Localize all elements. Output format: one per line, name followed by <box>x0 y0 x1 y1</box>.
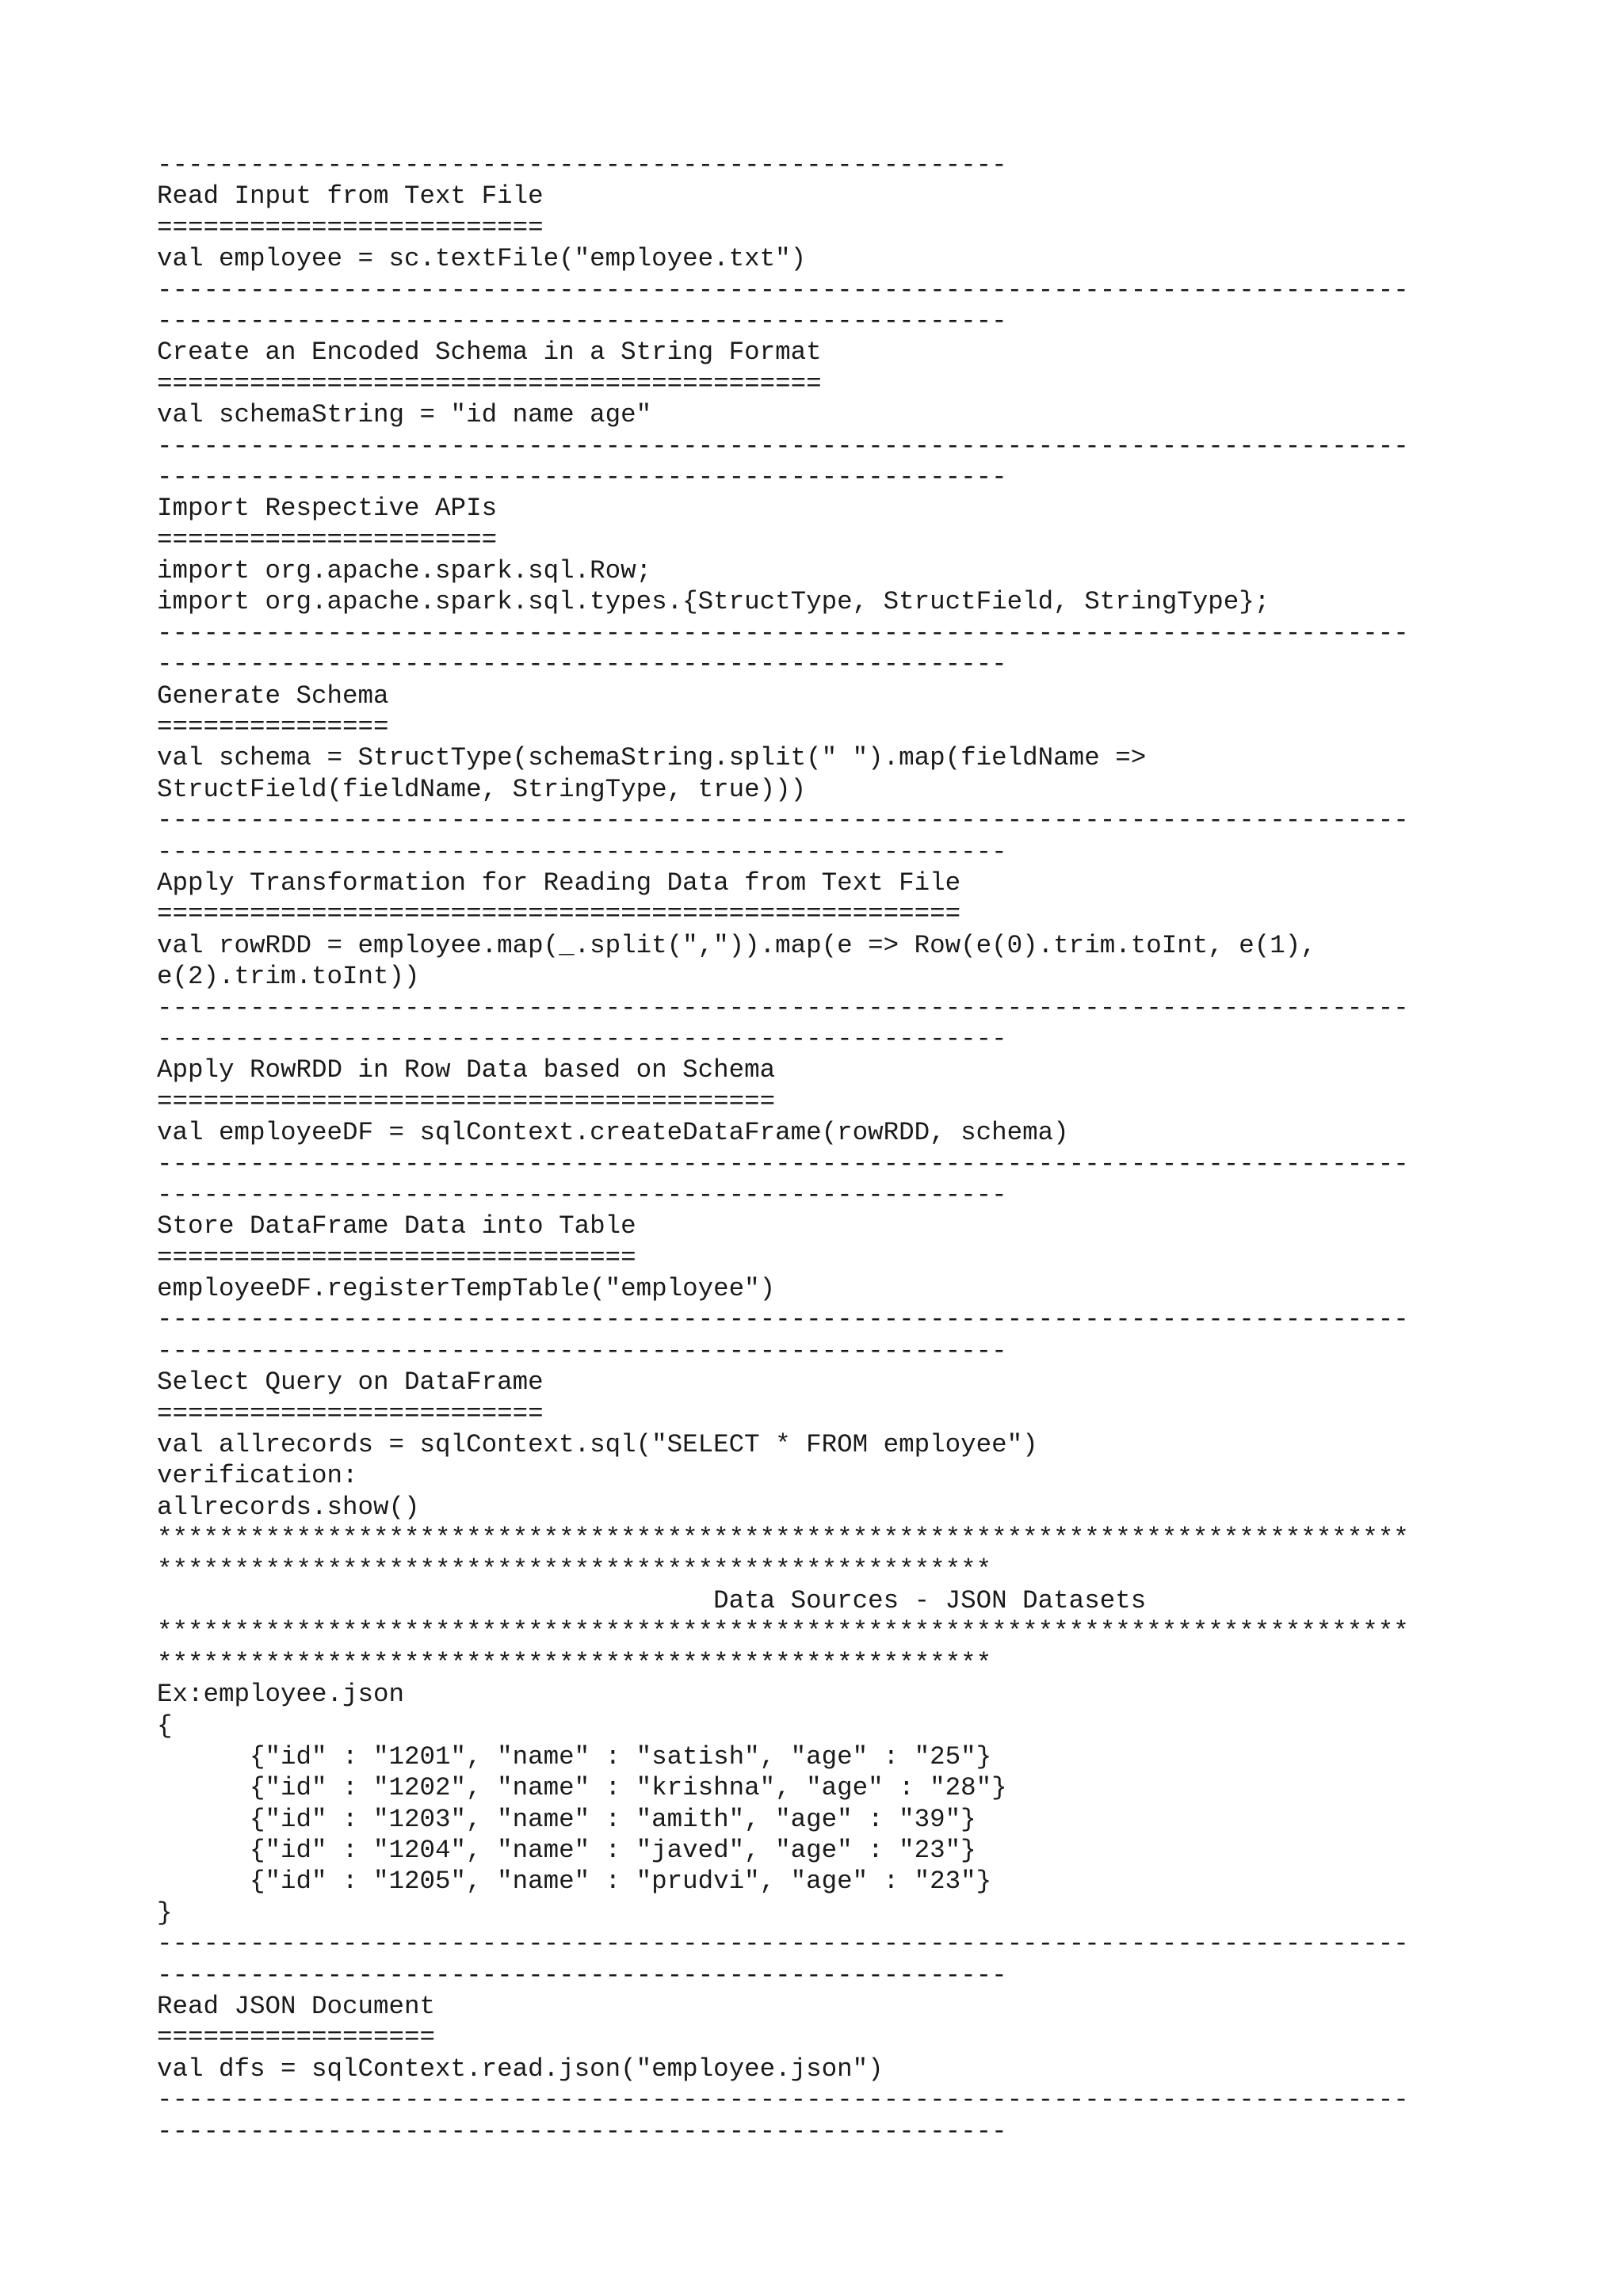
heading-line: Create an Encoded Schema in a String Format <box>157 338 822 368</box>
code-line: val schema = StructType(schemaString.split(" ").map(fieldName => <box>157 743 1147 773</box>
divider-line: ------------------------------------------------------- <box>157 650 1007 680</box>
stars-line: ****************************************************** <box>157 1554 992 1585</box>
code-line: {"id" : "1202", "name" : "krishna", "age" : "28"} <box>157 1773 1007 1803</box>
code-line: { <box>157 1711 173 1741</box>
code-line: allrecords.show() <box>157 1492 420 1522</box>
code-line: val rowRDD = employee.map(_.split(",")).map(e => Row(e(0).trim.toInt, e(1), <box>157 930 1316 960</box>
code-line: {"id" : "1201", "name" : "satish", "age" : "25"} <box>157 1741 992 1772</box>
code-line: val employee = sc.textFile("employee.txt") <box>157 244 807 274</box>
heading-line: Select Query on DataFrame <box>157 1367 544 1398</box>
code-line: val allrecords = sqlContext.sql("SELECT * FROM employee") <box>157 1430 1038 1460</box>
code-line: Ex:employee.json <box>157 1680 405 1710</box>
divider-line: ------------------------------------------------------- <box>157 462 1007 492</box>
underline-line: ==================================================== <box>157 899 961 929</box>
underline-line: =========================================== <box>157 368 822 399</box>
divider-line: ------------------------------------------------------- <box>157 1960 1007 1990</box>
underline-line: ====================== <box>157 524 498 555</box>
code-line: import org.apache.spark.sql.types.{StructType, StructField, StringType}; <box>157 587 1270 617</box>
code-line: import org.apache.spark.sql.Row; <box>157 556 652 586</box>
divider-line: ------------------------------------------------------- <box>157 1336 1007 1366</box>
heading-line: Store DataFrame Data into Table <box>157 1211 636 1241</box>
divider-line: ------------------------------------------------------- <box>157 2116 1007 2146</box>
heading-line: Read JSON Document <box>157 1992 436 2022</box>
heading-line: Apply Transformation for Reading Data from Text File <box>157 868 961 898</box>
underline-line: ================== <box>157 2023 436 2053</box>
stars-line: ****************************************************** <box>157 1648 992 1678</box>
underline-line: =============== <box>157 712 389 742</box>
code-line: val dfs = sqlContext.read.json("employee.json") <box>157 2054 884 2084</box>
underline-line: ========================= <box>157 212 544 242</box>
divider-line: ------------------------------------------------------- <box>157 151 1007 180</box>
code-line: e(2).trim.toInt)) <box>157 962 420 992</box>
underline-line: ========================= <box>157 1398 544 1428</box>
heading-line: Generate Schema <box>157 681 389 711</box>
code-line: {"id" : "1205", "name" : "prudvi", "age" : "23"} <box>157 1867 992 1897</box>
code-line: val employeeDF = sqlContext.createDataFrame(rowRDD, schema) <box>157 1118 1069 1148</box>
divider-line: --------------------------------------------------------------------------------- <box>157 1149 1409 1179</box>
divider-line: --------------------------------------------------------------------------------- <box>157 806 1409 836</box>
code-line: verification: <box>157 1461 358 1491</box>
underline-line: ======================================== <box>157 1086 776 1116</box>
code-line: StructField(fieldName, StringType, true))) <box>157 774 807 804</box>
stars-line: ********************************************************************************* <box>157 1524 1409 1554</box>
document-body <box>157 150 1504 2147</box>
code-line: {"id" : "1204", "name" : "javed", "age" : "23"} <box>157 1836 976 1866</box>
code-line: {"id" : "1203", "name" : "amith", "age" : "39"} <box>157 1804 976 1834</box>
divider-line: --------------------------------------------------------------------------------- <box>157 618 1409 648</box>
divider-line: --------------------------------------------------------------------------------- <box>157 993 1409 1023</box>
heading-line: Apply RowRDD in Row Data based on Schema <box>157 1055 776 1085</box>
heading-line: Read Input from Text File <box>157 181 544 212</box>
divider-line: --------------------------------------------------------------------------------- <box>157 431 1409 461</box>
underline-line: =============================== <box>157 1242 636 1272</box>
divider-line: ------------------------------------------------------- <box>157 306 1007 336</box>
code-line: employeeDF.registerTempTable("employee") <box>157 1274 776 1304</box>
code-line: val schemaString = "id name age" <box>157 400 652 430</box>
section-title-line: Data Sources - JSON Datasets <box>157 1585 1147 1615</box>
stars-line: ********************************************************************************* <box>157 1617 1409 1647</box>
code-line: } <box>157 1897 173 1928</box>
heading-line: Import Respective APIs <box>157 494 498 524</box>
divider-line: --------------------------------------------------------------------------------- <box>157 275 1409 305</box>
divider-line: ------------------------------------------------------- <box>157 1180 1007 1210</box>
divider-line: --------------------------------------------------------------------------------- <box>157 1929 1409 1959</box>
divider-line: ------------------------------------------------------- <box>157 837 1007 867</box>
divider-line: --------------------------------------------------------------------------------- <box>157 1305 1409 1335</box>
divider-line: --------------------------------------------------------------------------------- <box>157 2085 1409 2115</box>
divider-line: ------------------------------------------------------- <box>157 1024 1007 1054</box>
